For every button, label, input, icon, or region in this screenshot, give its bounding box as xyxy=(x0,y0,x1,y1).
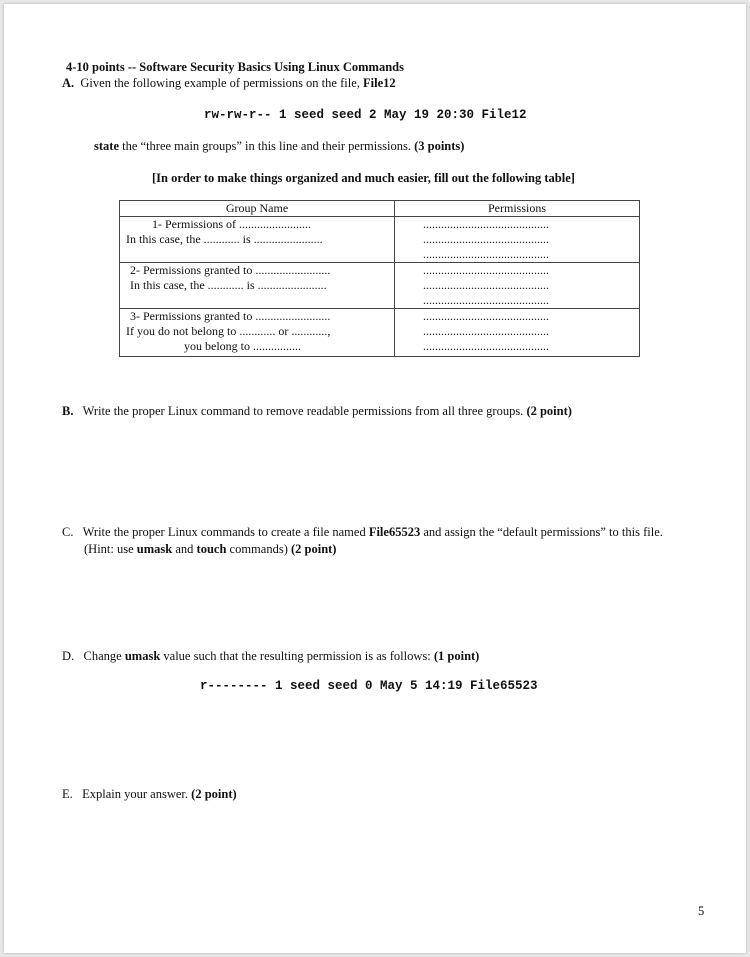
permissions-cell[interactable] xyxy=(395,217,640,263)
group-name-cell xyxy=(120,309,395,357)
permissions-cell[interactable] xyxy=(395,309,640,357)
group-line: 3- Permissions granted to ......................... xyxy=(130,309,331,323)
table-row xyxy=(120,309,640,357)
permissions-cell[interactable] xyxy=(395,263,640,309)
answer-blank[interactable]: .......................................... xyxy=(423,247,549,261)
table-row xyxy=(120,263,640,309)
question-e-text: Explain your answer. xyxy=(82,787,192,801)
answer-blank[interactable]: .......................................... xyxy=(423,324,549,338)
question-d xyxy=(62,649,479,664)
hint-umask: umask xyxy=(136,542,173,556)
question-e-label: E. xyxy=(62,787,73,801)
answer-blank[interactable]: .......................................... xyxy=(423,263,549,277)
group-line: 1- Permissions of ........................ xyxy=(152,217,311,231)
answer-blank[interactable]: .......................................... xyxy=(423,309,549,323)
question-d-text2: value such that the resulting permission is as follows: xyxy=(160,649,434,663)
question-a-text: Given the following example of permissions on the file, xyxy=(80,76,363,90)
question-a-label: A. xyxy=(62,76,75,90)
question-c-file: File65523 xyxy=(368,525,421,539)
question-b-points: (2 point) xyxy=(526,404,572,418)
question-c xyxy=(62,525,663,540)
group-name-cell xyxy=(120,263,395,309)
table-row xyxy=(120,217,640,263)
header-permissions: Permissions xyxy=(395,201,640,217)
question-c-label: C. xyxy=(62,525,74,539)
hint-end: commands) xyxy=(226,542,291,556)
document-page xyxy=(4,4,746,953)
answer-blank[interactable]: .......................................... xyxy=(423,232,549,246)
state-points: (3 points) xyxy=(414,139,465,153)
permissions-table xyxy=(119,200,640,357)
group-line: In this case, the ............ is ....................... xyxy=(126,232,323,246)
question-c-text: Write the proper Linux commands to create a file named xyxy=(82,525,369,539)
state-text: the “three main groups” in this line and their permissions. xyxy=(119,139,415,153)
question-d-points: (1 point) xyxy=(433,649,480,663)
answer-blank[interactable]: .......................................... xyxy=(423,339,549,353)
group-line: In this case, the ............ is ....................... xyxy=(130,278,327,292)
question-b-text: Write the proper Linux command to remove readable permissions from all three groups. xyxy=(82,404,527,418)
hint-start: (Hint: use xyxy=(84,542,137,556)
section-title: 4-10 points -- Software Security Basics Using Linux Commands xyxy=(66,60,404,74)
answer-blank[interactable]: .......................................... xyxy=(423,278,549,292)
question-d-label: D. xyxy=(62,649,75,663)
question-c-hint xyxy=(84,542,336,557)
group-line: If you do not belong to ............ or ............, xyxy=(126,324,331,338)
table-header-row xyxy=(120,201,640,217)
question-d-umask: umask xyxy=(124,649,161,663)
group-name-cell xyxy=(120,217,395,263)
answer-blank[interactable]: .......................................... xyxy=(423,217,549,231)
hint-and: and xyxy=(172,542,197,556)
state-bold: state xyxy=(94,139,119,153)
question-e xyxy=(62,787,237,802)
state-instruction xyxy=(94,139,464,154)
question-b-label: B. xyxy=(62,404,74,418)
question-a-file: File12 xyxy=(363,76,396,90)
page-number: 5 xyxy=(698,904,705,918)
group-line: 2- Permissions granted to ......................... xyxy=(130,263,331,277)
question-b xyxy=(62,404,572,419)
table-instruction: [In order to make things organized and much easier, fill out the following table] xyxy=(152,171,575,185)
question-c-text2: and assign the “default permissions” to this file. xyxy=(420,525,663,539)
permission-line-file65523: r-------- 1 seed seed 0 May 5 14:19 File65523 xyxy=(200,679,538,693)
question-a xyxy=(62,76,396,91)
permission-line-file12: rw-rw-r-- 1 seed seed 2 May 19 20:30 File12 xyxy=(204,108,527,122)
question-e-points: (2 point) xyxy=(191,787,237,801)
answer-blank[interactable]: .......................................... xyxy=(423,293,549,307)
question-c-points: (2 point) xyxy=(290,542,337,556)
group-line: you belong to ................ xyxy=(184,339,301,353)
hint-touch: touch xyxy=(196,542,227,556)
question-d-text: Change xyxy=(83,649,125,663)
header-group-name: Group Name xyxy=(120,201,395,217)
